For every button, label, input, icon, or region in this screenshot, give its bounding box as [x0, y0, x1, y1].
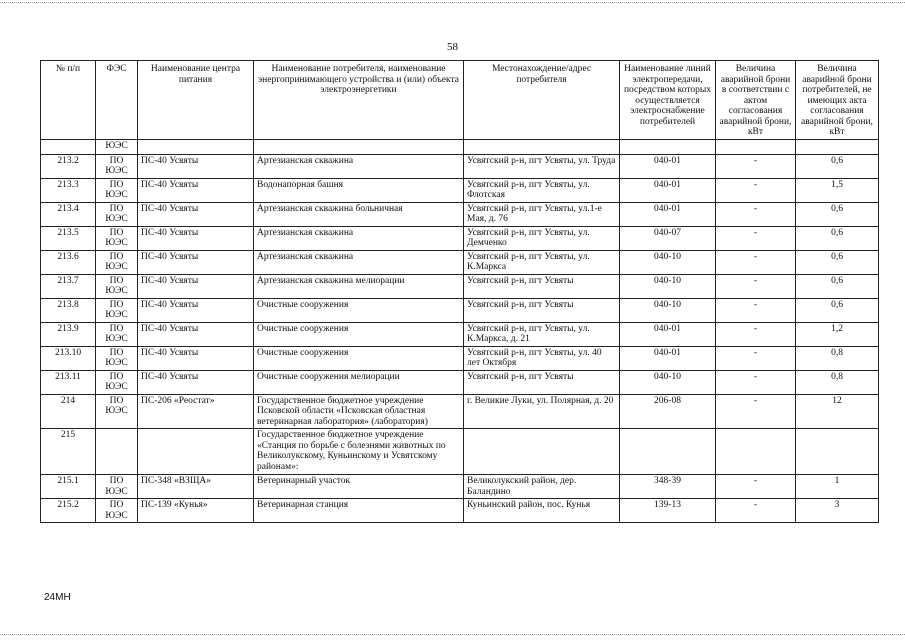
table-row	[41, 274, 879, 298]
cell-power-line: 206-08	[620, 394, 716, 429]
cell-fes: ПО ЮЭС	[96, 499, 138, 523]
cell-power-center: ПС-348 «ВЗЩА»	[138, 475, 254, 499]
cell-power-center: ПС-40 Усвяты	[138, 178, 254, 202]
cell-power-center: ПС-206 «Реостат»	[138, 394, 254, 429]
table-row	[41, 250, 879, 274]
cell-reserve-without-act: 1	[796, 475, 879, 499]
cell-address: Усвятский р-н, пгт Усвяты, ул. Демченко	[464, 226, 620, 250]
cell-reserve-without-act: 0,8	[796, 346, 879, 370]
footer-code: 24МН	[44, 592, 71, 603]
cell-power-line: 348-39	[620, 475, 716, 499]
cell-address: Усвятский р-н, пгт Усвяты, ул. Флотская	[464, 178, 620, 202]
cell-address	[464, 429, 620, 475]
cell-reserve-without-act: 0,6	[796, 250, 879, 274]
cell-reserve-without-act: 0,6	[796, 202, 879, 226]
cell-address: г. Великие Луки, ул. Полярная, д. 20	[464, 394, 620, 429]
cell-reserve-without-act: 0,6	[796, 226, 879, 250]
table-row	[41, 475, 879, 499]
cell-power-center: ПС-40 Усвяты	[138, 346, 254, 370]
table-row	[41, 226, 879, 250]
header-address: Местонахождение/адрес потребителя	[464, 61, 620, 140]
table-row	[41, 429, 879, 475]
emergency-reserve-table	[40, 60, 879, 523]
cell-reserve-without-act: 1,2	[796, 322, 879, 346]
cell-number: 213.3	[41, 178, 96, 202]
cell-number: 215.2	[41, 499, 96, 523]
cell-power-line: 040-01	[620, 202, 716, 226]
cell-power-line: 040-10	[620, 250, 716, 274]
cell-number: 215	[41, 429, 96, 475]
cell-emergency-reserve: -	[716, 226, 796, 250]
cell-reserve-without-act: 1,5	[796, 178, 879, 202]
cell-power-line	[620, 429, 716, 475]
cell-emergency-reserve: -	[716, 178, 796, 202]
table-row-continuation	[41, 139, 879, 154]
cell-address: Усвятский р-н, пгт Усвяты	[464, 370, 620, 394]
cell-power-line: 040-10	[620, 370, 716, 394]
header-fes: ФЭС	[96, 61, 138, 140]
cell-consumer: Очистные сооружения	[254, 346, 464, 370]
cell-address: Великолукский район, дер. Баландино	[464, 475, 620, 499]
cell-fes: ПО ЮЭС	[96, 298, 138, 322]
cell-number: 214	[41, 394, 96, 429]
cell-number: 213.11	[41, 370, 96, 394]
cell-power-line: 040-01	[620, 346, 716, 370]
cell-fes: ПО ЮЭС	[96, 250, 138, 274]
cell-emergency-reserve: -	[716, 154, 796, 178]
cell-consumer: Водонапорная башня	[254, 178, 464, 202]
cell-fes: ПО ЮЭС	[96, 178, 138, 202]
cell-number: 215.1	[41, 475, 96, 499]
scan-edge-top	[0, 2, 905, 4]
cell-consumer: Артезианская скважина	[254, 226, 464, 250]
cell-emergency-reserve	[716, 429, 796, 475]
cell-emergency-reserve: -	[716, 475, 796, 499]
table-row	[41, 322, 879, 346]
table-row	[41, 394, 879, 429]
cell-number: 213.9	[41, 322, 96, 346]
cell-power-center: ПС-40 Усвяты	[138, 298, 254, 322]
cell-fes: ПО ЮЭС	[96, 370, 138, 394]
cell-emergency-reserve: -	[716, 202, 796, 226]
table-row	[41, 298, 879, 322]
cell-power-center: ПС-40 Усвяты	[138, 154, 254, 178]
table-row	[41, 346, 879, 370]
cell-power-center: ПС-40 Усвяты	[138, 250, 254, 274]
cell-number: 213.5	[41, 226, 96, 250]
table-row	[41, 499, 879, 523]
cell-reserve-without-act: 0,6	[796, 298, 879, 322]
header-reserve-without-act: Величина аварийной брони потребителей, не имеющих акта согласования аварийной брони, кВт	[796, 61, 879, 140]
cell-address: Усвятский р-н, пгт Усвяты, ул. 40 лет Октября	[464, 346, 620, 370]
page-number: 58	[447, 41, 458, 53]
cell-consumer: Артезианская скважина мелиорации	[254, 274, 464, 298]
table-header-row	[41, 61, 879, 140]
cell-address: Усвятский р-н, пгт Усвяты	[464, 298, 620, 322]
cell-address: Куньинский район, пос. Кунья	[464, 499, 620, 523]
cell-emergency-reserve: -	[716, 346, 796, 370]
cell-fes	[96, 429, 138, 475]
cell-power-center: ПС-40 Усвяты	[138, 226, 254, 250]
cell-reserve-without-act	[796, 429, 879, 475]
cell-emergency-reserve: -	[716, 499, 796, 523]
table-row	[41, 154, 879, 178]
cell-emergency-reserve: -	[716, 274, 796, 298]
cell-power-center: ПС-40 Усвяты	[138, 274, 254, 298]
cell-fes: ПО ЮЭС	[96, 154, 138, 178]
cell-emergency-reserve: -	[716, 322, 796, 346]
cell-consumer: Государственное бюджетное учреждение Псковской области «Псковская областная ветеринарная лаборатория» (лаборатория)	[254, 394, 464, 429]
cell-reserve-without-act: 0,8	[796, 370, 879, 394]
cell-consumer: Ветеринарный участок	[254, 475, 464, 499]
header-number: № п/п	[41, 61, 96, 140]
cell-emergency-reserve: -	[716, 370, 796, 394]
cell-number: 213.2	[41, 154, 96, 178]
cell-consumer: Очистные сооружения	[254, 298, 464, 322]
cell-fes: ЮЭС	[96, 139, 138, 154]
cell-fes: ПО ЮЭС	[96, 202, 138, 226]
cell-power-center: ПС-139 «Кунья»	[138, 499, 254, 523]
table-row	[41, 202, 879, 226]
header-power-center: Наименование центра питания	[138, 61, 254, 140]
cell-emergency-reserve: -	[716, 394, 796, 429]
cell-fes: ПО ЮЭС	[96, 475, 138, 499]
cell-power-line: 040-10	[620, 274, 716, 298]
cell-consumer: Государственное бюджетное учреждение «Станция по борьбе с болезнями животных по Великолукскому, Куньинскому и Усвятскому районам»:	[254, 429, 464, 475]
cell-power-center: ПС-40 Усвяты	[138, 370, 254, 394]
cell-reserve-without-act: 3	[796, 499, 879, 523]
scan-edge-bottom	[0, 634, 905, 636]
cell-power-line: 040-01	[620, 178, 716, 202]
cell-fes: ПО ЮЭС	[96, 226, 138, 250]
cell-fes: ПО ЮЭС	[96, 322, 138, 346]
cell-number: 213.8	[41, 298, 96, 322]
cell-consumer: Ветеринарная станция	[254, 499, 464, 523]
cell-power-center: ПС-40 Усвяты	[138, 322, 254, 346]
cell-power-center	[138, 429, 254, 475]
cell-fes: ПО ЮЭС	[96, 346, 138, 370]
cell-power-line: 040-01	[620, 154, 716, 178]
cell-address: Усвятский р-н, пгт Усвяты, ул. Труда	[464, 154, 620, 178]
cell-consumer: Артезианская скважина	[254, 250, 464, 274]
cell-fes: ПО ЮЭС	[96, 274, 138, 298]
cell-power-line: 040-07	[620, 226, 716, 250]
cell-number: 213.4	[41, 202, 96, 226]
cell-consumer: Очистные сооружения	[254, 322, 464, 346]
cell-consumer: Очистные сооружения мелиорации	[254, 370, 464, 394]
header-consumer: Наименование потребителя, наименование энергопринимающего устройства и (или) объекта электроэнергетики	[254, 61, 464, 140]
cell-reserve-without-act: 0,6	[796, 274, 879, 298]
table-row	[41, 370, 879, 394]
cell-consumer: Артезианская скважина	[254, 154, 464, 178]
cell-power-line: 040-01	[620, 322, 716, 346]
cell-number: 213.10	[41, 346, 96, 370]
cell-consumer: Артезианская скважина больничная	[254, 202, 464, 226]
cell-address: Усвятский р-н, пгт Усвяты	[464, 274, 620, 298]
cell-emergency-reserve: -	[716, 298, 796, 322]
cell-address: Усвятский р-н, пгт Усвяты, ул.1-е Мая, д. 76	[464, 202, 620, 226]
table-row	[41, 178, 879, 202]
cell-number: 213.7	[41, 274, 96, 298]
cell-power-line: 139-13	[620, 499, 716, 523]
cell-number: 213.6	[41, 250, 96, 274]
cell-fes: ПО ЮЭС	[96, 394, 138, 429]
cell-emergency-reserve: -	[716, 250, 796, 274]
header-emergency-reserve: Величина аварийной брони в соответствии с актом согласования аварийной брони, кВт	[716, 61, 796, 140]
cell-reserve-without-act: 0,6	[796, 154, 879, 178]
cell-reserve-without-act: 12	[796, 394, 879, 429]
cell-address: Усвятский р-н, пгт Усвяты, ул. К.Маркса, д. 21	[464, 322, 620, 346]
cell-address: Усвятский р-н, пгт Усвяты, ул. К.Маркса	[464, 250, 620, 274]
header-power-lines: Наименование линий электропередачи, посредством которых осуществляется электроснабжение потребителей	[620, 61, 716, 140]
cell-power-line: 040-10	[620, 298, 716, 322]
cell-power-center: ПС-40 Усвяты	[138, 202, 254, 226]
